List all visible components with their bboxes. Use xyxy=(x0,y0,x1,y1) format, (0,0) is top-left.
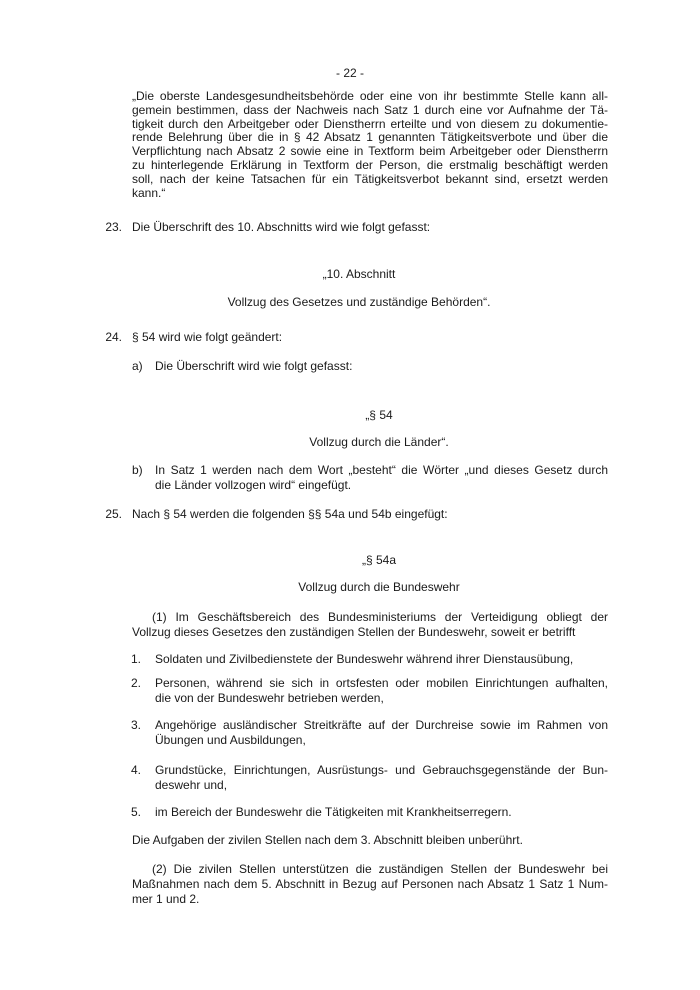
paragraph xyxy=(132,862,608,907)
list-number: 2. xyxy=(131,676,142,690)
text-line: Grundstücke, Einrichtungen, Ausrüstungs- und Gebrauchsgegenstände der Bun- xyxy=(155,763,608,777)
heading-line: „10. Abschnitt xyxy=(322,267,396,281)
text-line: Vollzug dieses Gesetzes den zuständigen Stellen der Bundeswehr, soweit er betrifft xyxy=(132,625,576,639)
item-text: Die Überschrift des 10. Abschnitts wird wie folgt gefasst: xyxy=(132,220,431,234)
page-number: - 22 - xyxy=(335,66,364,80)
text-line: Soldaten und Zivilbedienstete der Bundeswehr während ihrer Dienstausübung, xyxy=(155,652,574,666)
text-line: deswehr und, xyxy=(155,778,228,792)
heading-line: Vollzug durch die Bundeswehr xyxy=(298,580,460,594)
text-line: In Satz 1 werden nach dem Wort „besteht“ die Wörter „und dieses Gesetz durch xyxy=(155,463,608,477)
sub-item-text: Die Überschrift wird wie folgt gefasst: xyxy=(155,359,353,373)
text-line: mer 1 und 2. xyxy=(132,892,200,906)
list-item xyxy=(155,718,608,748)
text-line: Übungen und Ausbildungen, xyxy=(155,733,306,747)
item-text: Nach § 54 werden die folgenden §§ 54a und 54b eingefügt: xyxy=(132,507,448,521)
paragraph: Die Aufgaben der zivilen Stellen nach dem 3. Abschnitt bleiben unberührt. xyxy=(132,833,523,847)
list-number: 3. xyxy=(131,718,142,732)
quote-line: gemein bestimmen, dass der Nachweis nach Satz 1 durch eine vor Aufnahme der Tä- xyxy=(132,102,608,117)
text-line: Maßnahmen nach dem 5. Abschnitt in Bezug auf Personen nach Absatz 1 Satz 1 Num- xyxy=(132,877,608,891)
item-number: 23. xyxy=(105,220,122,234)
text-line: die von der Bundeswehr betrieben werden, xyxy=(155,691,384,705)
quote-line: tigkeit durch den Arbeitgeber oder Dienstherrn erteilte und von diesem zu dokumentie- xyxy=(132,116,608,131)
item-number: 25. xyxy=(105,507,122,521)
heading-line: Vollzug des Gesetzes und zuständige Behörden“. xyxy=(227,295,491,309)
list-number: 5. xyxy=(131,805,142,819)
quote-line: kann.“ xyxy=(132,185,166,200)
text-line: Angehörige ausländischer Streitkräfte auf der Durchreise sowie im Rahmen von xyxy=(155,718,608,732)
list-item xyxy=(155,805,608,820)
text-line: (1) Im Geschäftsbereich des Bundesministeriums der Verteidigung obliegt der xyxy=(152,610,608,624)
text-line: (2) Die zivilen Stellen unterstützen die zuständigen Stellen der Bundeswehr bei xyxy=(152,862,608,876)
item-text: § 54 wird wie folgt geändert: xyxy=(132,330,283,344)
text-line: im Bereich der Bundeswehr die Tätigkeiten mit Krankheitserregern. xyxy=(155,805,512,819)
list-number: 4. xyxy=(131,763,142,777)
heading-line: „§ 54a xyxy=(361,553,397,567)
heading-line: „§ 54 xyxy=(365,408,393,422)
paragraph xyxy=(132,610,608,640)
sub-item-text xyxy=(155,463,608,493)
quote-line: „Die oberste Landesgesundheitsbehörde oder eine von ihr bestimmte Stelle kann all- xyxy=(132,89,608,103)
quoted-paragraph xyxy=(132,90,608,200)
text-line: Personen, während sie sich in ortsfesten oder mobilen Einrichtungen aufhalten, xyxy=(155,676,608,690)
list-item xyxy=(155,652,608,667)
item-number: 24. xyxy=(105,330,122,344)
sub-item-label: b) xyxy=(132,463,143,477)
list-item xyxy=(155,763,608,793)
text-line: die Länder vollzogen wird“ eingefügt. xyxy=(155,478,352,492)
heading-line: Vollzug durch die Länder“. xyxy=(309,435,449,449)
sub-item-label: a) xyxy=(132,359,143,373)
quote-line: zu hinterlegende Erklärung in Textform der Person, die erstmalig beschäftigt werden xyxy=(132,157,608,172)
list-item xyxy=(155,676,608,706)
quote-line: Verpflichtung nach Absatz 2 sowie eine in Textform beim Arbeitgeber oder Dienstherrn xyxy=(132,144,608,159)
quote-line: rende Belehrung über die in § 42 Absatz 1 genannten Tätigkeitsverbote und über die xyxy=(132,130,608,145)
quote-line: soll, nach der keine Tatsachen für ein Tätigkeitsverbot bekannt sind, ersetzt werden xyxy=(132,171,608,186)
list-number: 1. xyxy=(131,652,142,666)
